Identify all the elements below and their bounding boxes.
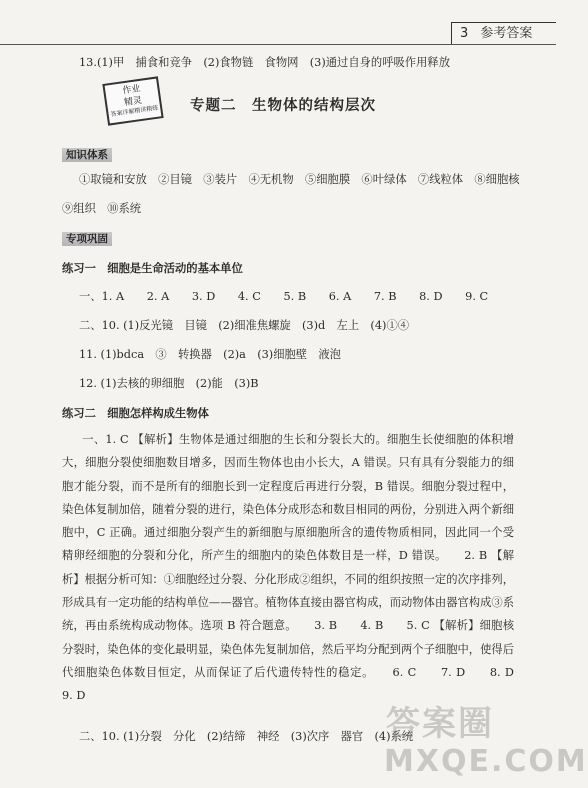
stamp-line1: 作业: [121, 83, 142, 97]
site-watermark: [382, 692, 588, 788]
knowledge-label: 知识体系: [62, 148, 112, 162]
watermark-line2: MXQE.COM: [384, 744, 588, 779]
header-rule: [0, 44, 556, 45]
knowledge-line-2: ⑨组织 ⑩系统: [62, 202, 142, 215]
exercise2-explanation-text: 一、1. C 【解析】生物体是通过细胞的生长和分裂长大的。细胞生长使细胞的体积增大，细胞分裂使细胞数目增多，因而生物体也由小长大，A 错误。只有具有分裂能力的细胞才能分裂，而不是所有的细胞长到一定程度后再进行分裂，B 错误。细胞分裂过程中，染色体复制加倍，随着分裂的进行，染色体分成形态和数目相同的两份，分别进入两个新细胞中，C 正确。通过细胞分裂产生的新细胞与原细胞所含的遗传物质相同，因此同一个受精卵经细胞的分裂和分化，所产生的细胞内的染色体数目是一样，D 错误。 2. B 【解析】根据分析可知：①细胞经过分裂、分化形成②组织，不同的组织按照一定的次序排列，形成具有一定功能的结构单位——器官。植物体直接由器官构成，而动物体由器官构成③系统，再由系统构成动物体。选项 B 符合题意。 3. B 4. B 5. C 【解析】细胞核分裂时，染色体的变化最明显，染色体先复制加倍，然后平均分配到两个子细胞中，使得后代细胞染色体数目恒定，从而保证了后代遗传特性的稳定。 6. C 7. D 8. D 9. D: [62, 433, 537, 703]
stamp-line2: 精灵: [123, 95, 143, 109]
brand-stamp: [102, 76, 163, 125]
exercise1-q11: 11. (1)bdca ③ 转换器 (2)a (3)细胞壁 液泡: [79, 348, 341, 361]
exercise1-heading: 练习一 细胞是生命活动的基本单位: [62, 261, 243, 275]
stamp-line3: 答案详解精讲精练: [110, 104, 159, 119]
exercise2-q10: 二、10. (1)分裂 分化 (2)结缔 神经 (3)次序 器官 (4)系统: [79, 730, 414, 743]
page-number: 3: [460, 26, 469, 41]
knowledge-line-1: ①取镜和安放 ②目镜 ③装片 ④无机物 ⑤细胞膜 ⑥叶绿体 ⑦线粒体 ⑧细胞核: [79, 173, 520, 186]
exercise1-q10: 二、10. (1)反光镜 目镜 (2)细准焦螺旋 (3)d 左上 (4)①④: [79, 319, 410, 332]
exercise2-explanation: [62, 428, 537, 708]
exercise1-multiple-choice: 一、1. A 2. A 3. D 4. C 5. B 6. A 7. B 8. D 9. C: [79, 290, 489, 303]
section-title: 参考答案: [480, 26, 533, 41]
answer-q13: 13.(1)甲 捕食和竞争 (2)食物链 食物网 (3)通过自身的呼吸作用释放: [79, 56, 450, 69]
page-header-tab: [451, 22, 556, 44]
practice-label: 专项巩固: [62, 232, 112, 246]
exercise2-heading: 练习二 细胞怎样构成生物体: [62, 406, 209, 420]
watermark-line1: 答案圈: [386, 704, 494, 744]
exercise1-q12: 12. (1)去核的卵细胞 (2)能 (3)B: [79, 377, 259, 390]
chapter-title: 专题二 生物体的结构层次: [190, 98, 376, 114]
